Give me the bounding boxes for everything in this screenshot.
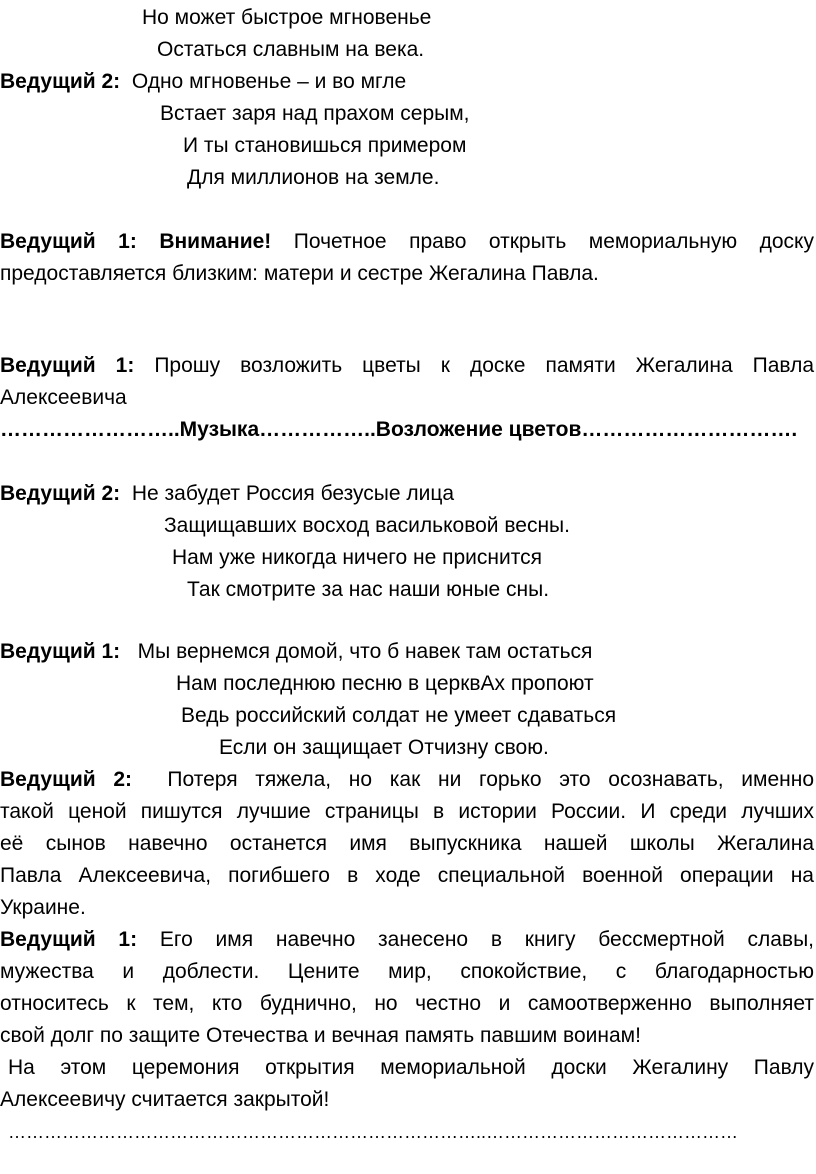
poem1-line-4: Встает заря над прахом серым, — [160, 102, 470, 125]
poem2-line-4: Так смотрите за нас наши юные сны. — [187, 578, 550, 601]
attention-line-1: Ведущий 1: Внимание! Почетное право открыть мемориальную доску — [0, 230, 814, 253]
poem1-line-2: Остаться славным на века. — [157, 38, 425, 61]
glory-line-4: свой долг по защите Отечества и вечная память павшим воинам! — [0, 1024, 641, 1047]
poem3-line-4: Если он защищает Отчизну свою. — [219, 736, 549, 759]
loss-line-2: такой ценой пишутся лучшие страницы в истории России. И среди лучших — [0, 800, 814, 823]
poem2-speaker-line — [0, 478, 454, 510]
stage-direction: ……………………..Музыка……………..Возложение цветов…………………………. — [0, 418, 798, 441]
attention-line-2: предоставляется близким: матери и сестре Жегалина Павла. — [0, 262, 599, 285]
poem3-line-1: Мы вернемся домой, что б навек там остаться — [137, 640, 593, 663]
speaker-label: Ведущий 1: — [0, 354, 135, 377]
speaker-label: Ведущий 1: Внимание! — [0, 230, 272, 253]
poem1-line-1: Но может быстрое мгновенье — [142, 6, 432, 29]
poem3-line-3: Ведь российский солдат не умеет сдаваться — [181, 704, 617, 727]
glory-line-2: мужества и доблести. Цените мир, спокойствие, с благодарностью — [0, 960, 814, 983]
speaker-label: Ведущий 2: — [0, 768, 133, 791]
poem2-line-1: Не забудет Россия безусые лица — [131, 482, 455, 505]
closing-dots: ……………………………………………………………………..…………………………………… — [8, 1122, 739, 1142]
speaker-label: Ведущий 2: — [0, 482, 121, 505]
poem1-line-6: Для миллионов на земле. — [187, 166, 440, 189]
flowers-line-1: Ведущий 1: Прошу возложить цветы к доске памяти Жегалина Павла — [0, 354, 815, 377]
poem2-line-2: Защищавших восход васильковой весны. — [164, 514, 570, 537]
poem1-speaker-line — [0, 66, 406, 98]
loss-line-3: её сынов навечно останется имя выпускника нашей школы Жегалина — [0, 832, 814, 855]
loss-line-1: Ведущий 2: Потеря тяжела, но как ни горько это осознавать, именно — [0, 768, 815, 791]
poem3-speaker-line — [0, 636, 592, 668]
glory-line-1: Ведущий 1: Его имя навечно занесено в книгу бессмертной славы, — [0, 928, 814, 951]
flowers-line-2: Алексеевича — [0, 386, 127, 409]
loss-line-5: Украине. — [0, 896, 86, 919]
poem1-line-5: И ты становишься примером — [183, 134, 467, 157]
closing-line-2: Алексеевичу считается закрытой! — [0, 1088, 330, 1111]
speaker-label: Ведущий 2: — [0, 70, 121, 93]
poem3-line-2: Нам последнюю песню в церквАх пропоют — [176, 672, 594, 695]
speaker-label: Ведущий 1: — [0, 640, 121, 663]
poem1-line-3: Одно мгновенье – и во мгле — [131, 70, 407, 93]
speaker-label: Ведущий 1: — [0, 928, 138, 951]
poem2-line-3: Нам уже никогда ничего не приснится — [172, 546, 542, 569]
closing-line-1: На этом церемония открытия мемориальной доски Жегалину Павлу — [8, 1056, 814, 1079]
loss-line-4: Павла Алексеевича, погибшего в ходе специальной военной операции на — [0, 864, 814, 887]
glory-line-3: относитесь к тем, кто буднично, но честно и самоотверженно выполняет — [0, 992, 814, 1015]
